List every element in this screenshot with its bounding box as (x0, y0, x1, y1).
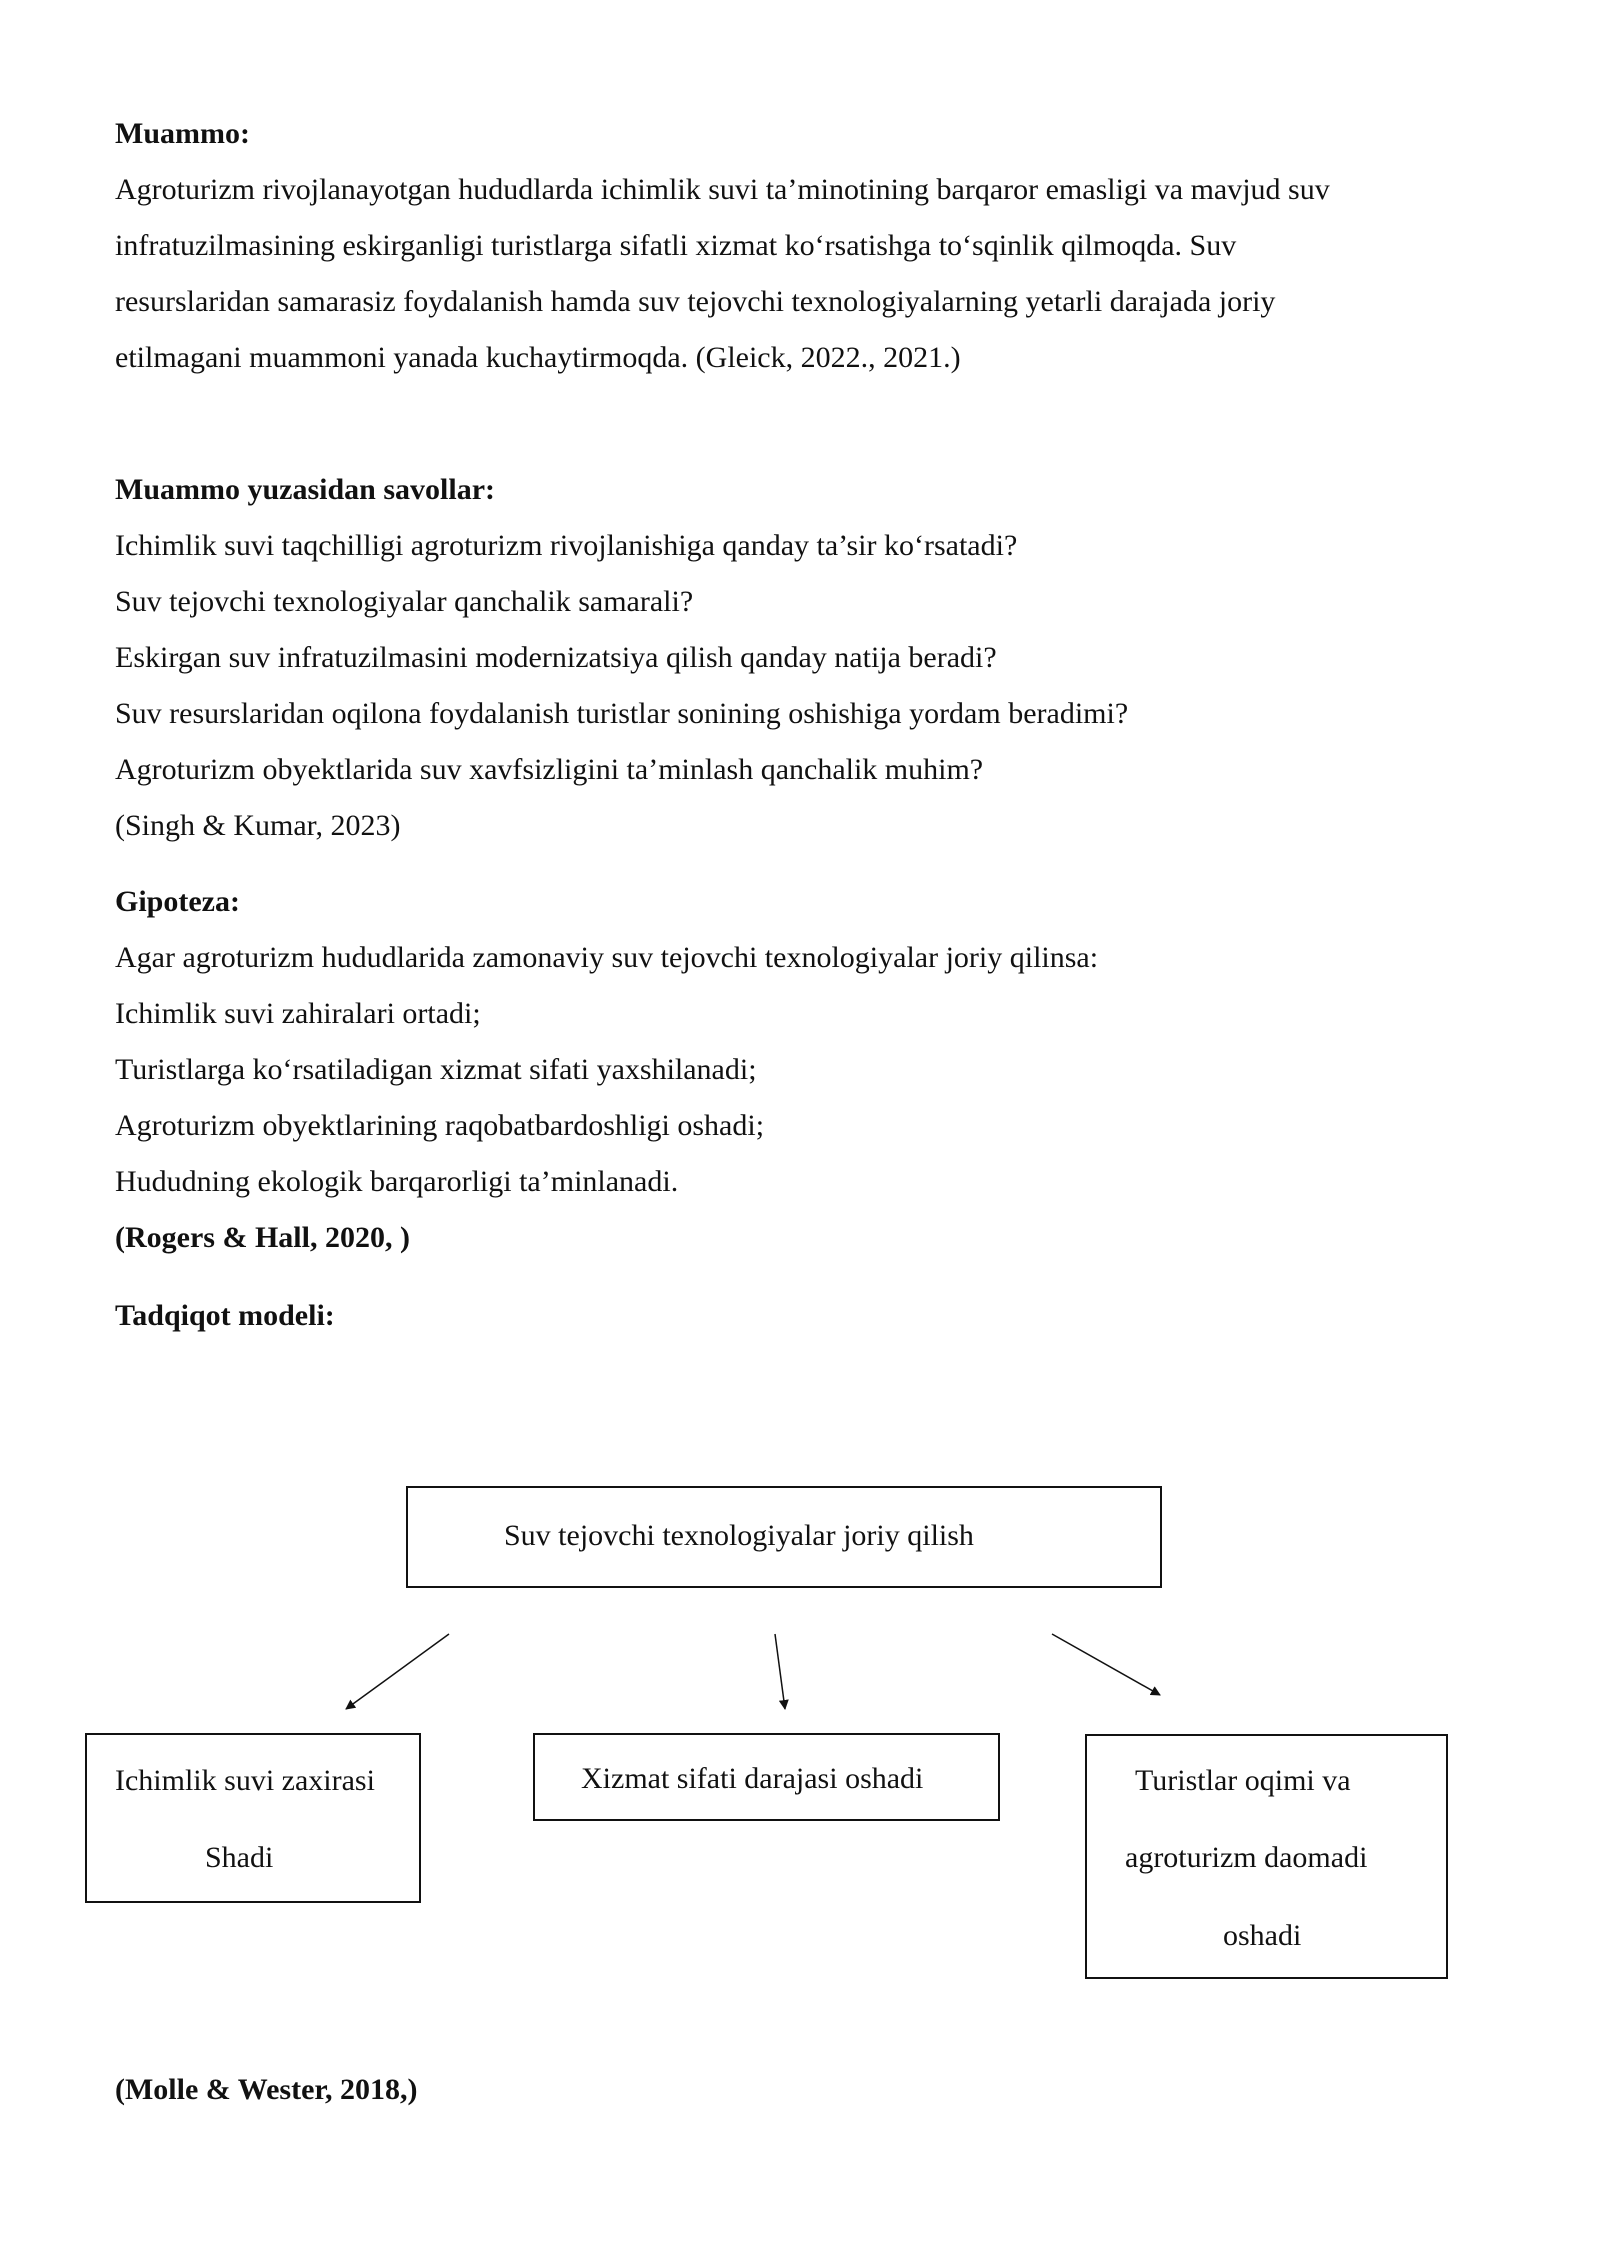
question-item: Agroturizm obyektlarida suv xavfsizligini ta’minlash qanchalik muhim? (115, 753, 984, 786)
problem-heading: Muammo: (115, 117, 250, 150)
model-middle-box-label: Xizmat sifati darajasi oshadi (581, 1762, 924, 1795)
model-left-box-line: Ichimlik suvi zaxirasi (115, 1764, 375, 1797)
problem-line: resurslaridan samarasiz foydalanish hamda suv tejovchi texnologiyalarning yetarli darajada joriy (115, 285, 1276, 318)
hypothesis-item: Ichimlik suvi zahiralari ortadi; (115, 997, 481, 1030)
model-middle-box (533, 1733, 1000, 1821)
question-item: Suv tejovchi texnologiyalar qanchalik samarali? (115, 585, 694, 618)
problem-line: infratuzilmasining eskirganligi turistlarga sifatli xizmat koʻrsatishga toʻsqinlik qilmoqda. Suv (115, 229, 1237, 262)
model-citation: (Molle & Wester, 2018,) (115, 2073, 418, 2106)
question-item: Ichimlik suvi taqchilligi agroturizm rivojlanishiga qanday ta’sir koʻrsatadi? (115, 529, 1018, 562)
questions-heading: Muammo yuzasidan savollar: (115, 473, 496, 506)
hypothesis-intro: Agar agroturizm hududlarida zamonaviy suv tejovchi texnologiyalar joriy qilinsa: (115, 941, 1099, 974)
hypothesis-item: Hududning ekologik barqarorligi ta’minlanadi. (115, 1165, 679, 1198)
problem-line: etilmagani muammoni yanada kuchaytirmoqda. (Gleick, 2022., 2021.) (115, 341, 961, 374)
model-right-box-line: Turistlar oqimi va (1135, 1764, 1351, 1797)
arrow-to-left-box (346, 1634, 449, 1709)
model-left-box-line: Shadi (205, 1841, 274, 1874)
model-right-box-line: oshadi (1223, 1919, 1302, 1952)
arrow-to-middle-box (775, 1634, 785, 1709)
problem-line: Agroturizm rivojlanayotgan hududlarda ichimlik suvi ta’minotining barqaror emasligi va mavjud suv (115, 173, 1330, 206)
hypothesis-citation: (Rogers & Hall, 2020, ) (115, 1221, 410, 1254)
model-left-box (85, 1733, 421, 1903)
model-right-box (1085, 1734, 1448, 1979)
hypothesis-item: Agroturizm obyektlarining raqobatbardoshligi oshadi; (115, 1109, 765, 1142)
arrow-to-right-box (1052, 1634, 1160, 1695)
hypothesis-item: Turistlarga koʻrsatiladigan xizmat sifati yaxshilanadi; (115, 1053, 757, 1086)
hypothesis-heading: Gipoteza: (115, 885, 240, 918)
questions-citation: (Singh & Kumar, 2023) (115, 809, 401, 842)
question-item: Suv resurslaridan oqilona foydalanish turistlar sonining oshishiga yordam beradimi? (115, 697, 1129, 730)
model-top-box-label: Suv tejovchi texnologiyalar joriy qilish (504, 1519, 974, 1552)
model-heading: Tadqiqot modeli: (115, 1299, 335, 1332)
question-item: Eskirgan suv infratuzilmasini modernizatsiya qilish qanday natija beradi? (115, 641, 997, 674)
model-right-box-line: agroturizm daomadi (1125, 1841, 1368, 1874)
